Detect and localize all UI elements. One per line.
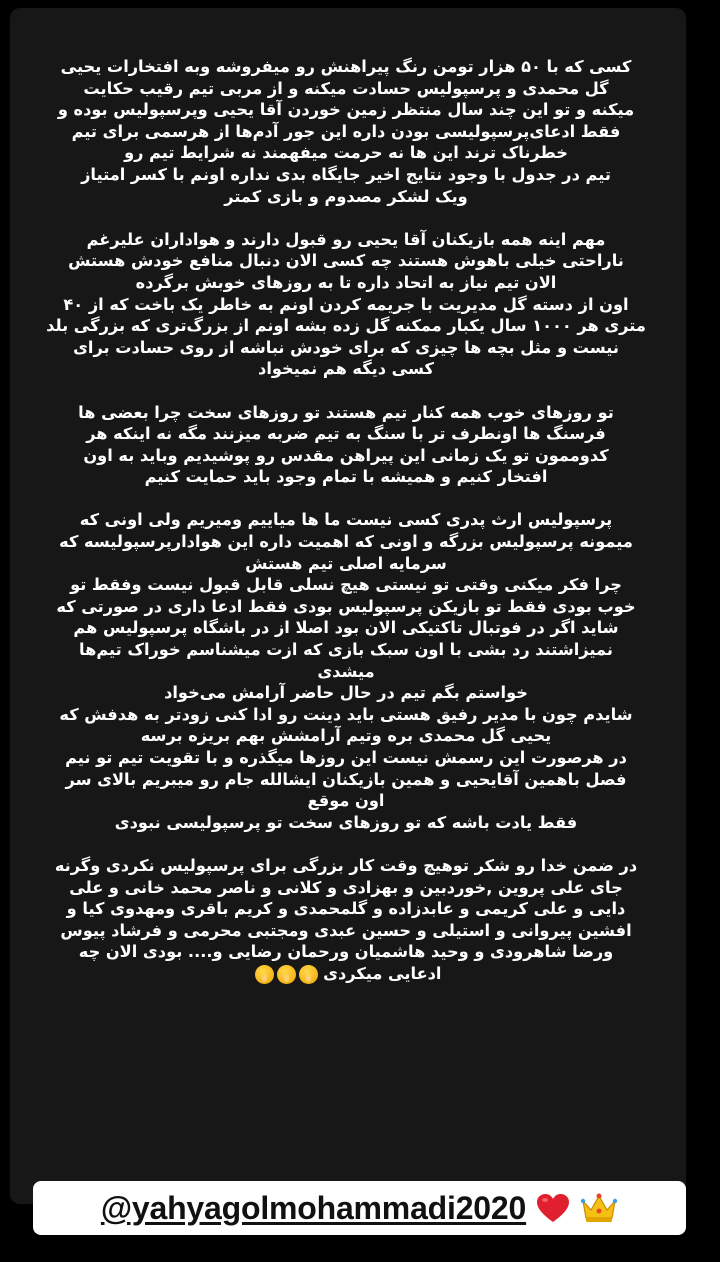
story-line: ورضا شاهرودی و وحید هاشمیان ورحمان رضایی و.... بودی الان چه bbox=[78, 942, 614, 962]
story-line: خوب بودی فقط تو بازیکن پرسپولیس بودی فقط ادعا داری در صورتی که bbox=[56, 596, 636, 616]
story-paragraph bbox=[46, 509, 646, 833]
story-line: میکنه و تو این چند سال منتظر زمین خوردن آقا یحیی وپرسپولیس بوده و bbox=[57, 100, 635, 120]
story-line: مهم اینه همه بازیکنان آقا یحیی رو قبول دارند و هواداران علیرغم bbox=[86, 229, 606, 249]
story-paragraph bbox=[46, 855, 646, 985]
story-line: افشین پیروانی و استیلی و حسین عبدی ومجتبی محرمی و فرشاد پیوس bbox=[60, 920, 632, 940]
story-line: پرسپولیس ارث پدری کسی نیست ما ها میاییم ومیریم ولی اونی که bbox=[79, 510, 613, 530]
story-line: خواستم بگم تیم در حال حاضر آرامش می‌خواد bbox=[164, 683, 528, 703]
story-paragraph bbox=[46, 229, 646, 380]
story-line: در ضمن خدا رو شکر توهیچ وقت کار بزرگی برای پرسپولیس نکردی وگرنه bbox=[54, 855, 638, 875]
story-line: نیست و مثل بچه ها چیزی که برای خودش نباشه از روی حسادت برای bbox=[73, 337, 619, 357]
story-line: تیم در جدول با وجود نتایج اخیر جایگاه بدی نداره اونم با کسر امتیاز bbox=[81, 164, 611, 184]
story-line: چرا فکر میکنی وقتی تو نیستی هیچ نسلی قابل قبول نیست وفقط تو bbox=[70, 575, 622, 595]
story-line: نمیزاشتند رد بشی با اون سبک بازی که ازت میشناسم خوراک تیم‌ها bbox=[79, 640, 613, 660]
heart-icon bbox=[536, 1193, 570, 1223]
story-line: اون موقع bbox=[307, 791, 385, 811]
story-line: فقط یادت باشه که تو روزهای سخت تو پرسپولیسی نبودی bbox=[114, 812, 578, 832]
story-line: خطرناک ترند این ها نه حرمت میفهمند نه شرایط تیم رو bbox=[124, 143, 568, 163]
shushing-face-icon bbox=[255, 965, 274, 984]
story-line: ویک لشکر مصدوم و بازی کمتر bbox=[224, 186, 468, 206]
story-line: ناراحتی خیلی باهوش هستند چه کسی الان دنبال منافع خودش هستش bbox=[68, 251, 624, 271]
story-line: در هرصورت این رسمش نیست این روزها میگذره و با تقویت تیم تو نیم bbox=[65, 748, 627, 767]
story-line: کسی که با ۵۰ هزار تومن رنگ پیراهنش رو میفروشه وبه افتخارات یحیی bbox=[60, 57, 632, 76]
story-line: ادعایی میکردی bbox=[46, 963, 646, 985]
story-line: یحیی گل محمدی بره وتیم آرامشش بهم بریزه برسه bbox=[140, 726, 552, 746]
story-line: متری هر ۱۰۰۰ سال یکبار ممکنه گل زده بشه اونم از بزرگ‌تری که بزرگی بلد bbox=[46, 316, 646, 336]
shushing-emoji-group bbox=[255, 965, 318, 984]
story-paragraph bbox=[46, 56, 646, 207]
story-line: گل محمدی و پرسپولیس حسادت میکنه و از مربی تیم رقیب حکایت bbox=[83, 78, 609, 98]
shushing-face-icon bbox=[277, 965, 296, 984]
mention-sticker[interactable] bbox=[33, 1181, 686, 1235]
story-line: دایی و علی کریمی و عابدزاده و گلمحمدی و کریم باقری ومهدوی کیا و bbox=[66, 899, 626, 919]
mention-handle[interactable]: @yahyagolmohammadi2020 bbox=[100, 1189, 527, 1226]
story-line: سرمایه اصلی تیم هستش bbox=[245, 553, 447, 573]
story-text bbox=[46, 56, 646, 1006]
shushing-face-icon bbox=[299, 965, 318, 984]
story-line: افتخار کنیم و همیشه با تمام وجود باید حمایت کنیم bbox=[144, 467, 548, 487]
story-line: اون از دسته گل مدیریت با جریمه کردن اونم به خاطر یک باخت که از ۴۰ bbox=[63, 294, 629, 314]
story-paragraph bbox=[46, 402, 646, 488]
story-line: جای علی پروین ,خوردبین و بهزادی و کلانی و ناصر محمد خانی و علی bbox=[69, 877, 623, 897]
crown-icon bbox=[580, 1192, 618, 1224]
story-line: میمونه پرسپولیس بزرگه و اونی که اهمیت داره این هوادارپرسپولیسه که bbox=[59, 532, 633, 552]
story-line: کدوممون تو یک زمانی این پیراهن مقدس رو پوشیدیم وباید به اون bbox=[83, 445, 609, 465]
story-line: الان تیم نیاز به اتحاد داره تا به روزهای خوبش برگرده bbox=[135, 272, 557, 292]
story-line: کسی دیگه هم نمیخواد bbox=[258, 359, 434, 379]
story-line: میشدی bbox=[317, 661, 375, 681]
story-line: فصل باهمین آقایحیی و همین بازیکنان ایشالله جام رو میبریم بالای سر bbox=[65, 769, 627, 789]
story-line: فرسنگ ها اونطرف تر با سنگ به تیم ضربه میزنند مگه نه اینکه هر bbox=[86, 424, 606, 444]
story-line: فقط ادعای‌پرسپولیسی بودن داره این جور آدم‌ها از هرسمی برای تیم bbox=[71, 121, 621, 141]
story-line: شایدم چون با مدیر رفیق هستی باید دینت رو ادا کنی زودتر به هدفش که bbox=[59, 704, 633, 724]
story-line: تو روزهای خوب همه کنار تیم هستند تو روزهای سخت چرا بعضی ها bbox=[78, 402, 614, 422]
story-line: شاید اگر در فوتبال تاکتیکی الان بود اصلا از در باشگاه پرسپولیس هم bbox=[73, 618, 619, 638]
